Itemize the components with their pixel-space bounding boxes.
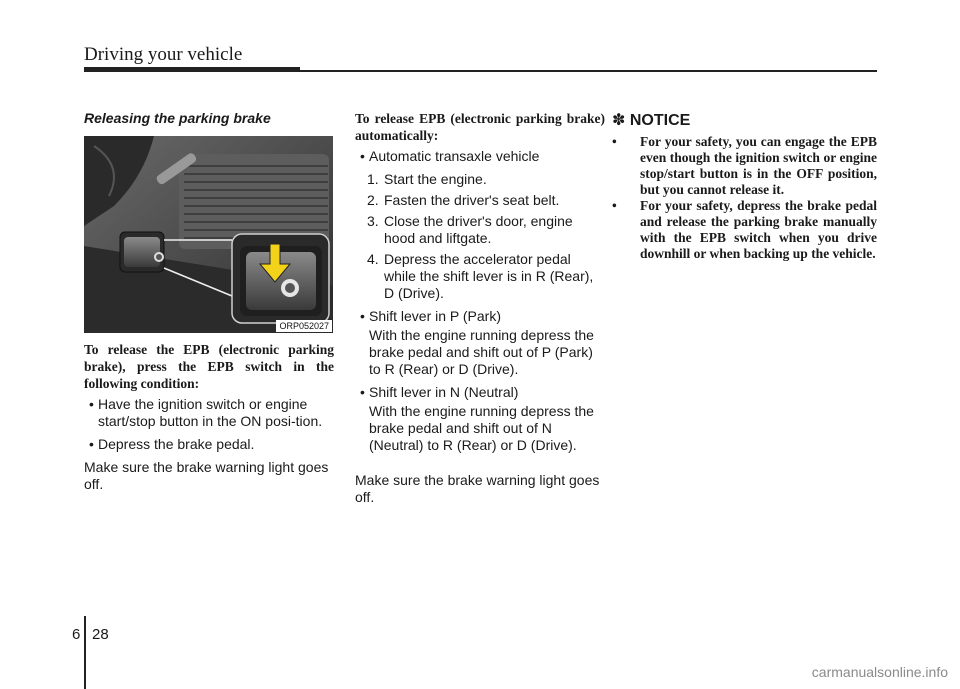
steps-list <box>367 171 605 302</box>
epb-switch-illustration <box>84 136 333 333</box>
notice-list <box>612 134 877 262</box>
step-item <box>367 171 605 188</box>
outro-paragraph: Make sure the brake warning light goes off. <box>355 472 600 505</box>
step-item <box>367 251 605 302</box>
step-text: Depress the accelerator pedal while the shift lever is in R (Rear), D (Drive). <box>384 251 594 301</box>
step-number: 2. <box>367 192 379 208</box>
step-text: Start the engine. <box>384 171 487 187</box>
step-text: Fasten the driver's seat belt. <box>384 192 560 208</box>
list-item: • Depress the brake pedal. <box>84 436 334 453</box>
list-item: • Shift lever in N (Neutral) <box>355 384 605 401</box>
step-number: 1. <box>367 171 379 187</box>
step-item <box>367 213 605 247</box>
neutral-instructions: With the engine running depress the brake pedal and shift out of N (Neutral) to R (Rear) or D (Drive). <box>369 403 594 453</box>
auto-release-list <box>355 148 605 165</box>
notice-title-text: NOTICE <box>629 112 691 129</box>
park-list <box>355 308 605 325</box>
notice-item-text: For your safety, depress the brake pedal and release the parking brake manually with the EPB switch when you drive downhill or when backing up the vehicle. <box>640 198 877 261</box>
park-instructions: With the engine running depress the brake pedal and shift out of P (Park) to R (Rear) or D (Drive). <box>369 327 594 377</box>
notice-item-text: For your safety, you can engage the EPB even though the ignition switch or engine stop/start button is in the OFF position, but you cannot release it. <box>640 134 877 197</box>
notice-title <box>612 110 877 130</box>
page-header-title: Driving your vehicle <box>84 44 243 65</box>
footer-rule <box>84 616 86 689</box>
header-rule-thick <box>84 67 300 72</box>
figure-caption: ORP052027 <box>276 320 332 332</box>
notice-item: • For your safety, you can engage the EPB even though the ignition switch or engine stop/start button is in the OFF position, but you cannot release it. <box>612 134 877 197</box>
step-item <box>367 192 605 209</box>
neutral-list <box>355 384 605 401</box>
step-text: Close the driver's door, engine hood and liftgate. <box>384 213 573 246</box>
page-number: 28 <box>92 626 109 643</box>
step-number: 3. <box>367 213 379 229</box>
intro-paragraph: To release the EPB (electronic parking brake), press the EPB switch in the following condition: <box>84 342 334 391</box>
condition-list <box>84 396 334 453</box>
notice-star-icon: ✽ <box>612 112 626 129</box>
notice-item: • For your safety, depress the brake pedal and release the parking brake manually with the EPB switch when you drive downhill or when backing up the vehicle. <box>612 198 877 261</box>
list-item: • Shift lever in P (Park) <box>355 308 605 325</box>
chapter-number: 6 <box>72 626 81 643</box>
epb-switch-figure <box>84 136 333 333</box>
section-title: Releasing the parking brake <box>84 110 271 126</box>
list-item: • Automatic transaxle vehicle <box>355 148 605 165</box>
column-2 <box>355 110 605 506</box>
column-1 <box>84 110 334 493</box>
list-item: • Have the ignition switch or engine start/stop button in the ON posi-tion. <box>84 396 334 430</box>
watermark: carmanualsonline.info <box>811 664 948 680</box>
step-number: 4. <box>367 251 379 267</box>
outro-paragraph: Make sure the brake warning light goes off. <box>84 459 329 492</box>
header-rule-thin <box>300 70 877 72</box>
auto-release-heading: To release EPB (electronic parking brake) automatically: <box>355 111 605 143</box>
notice-box <box>612 110 877 262</box>
